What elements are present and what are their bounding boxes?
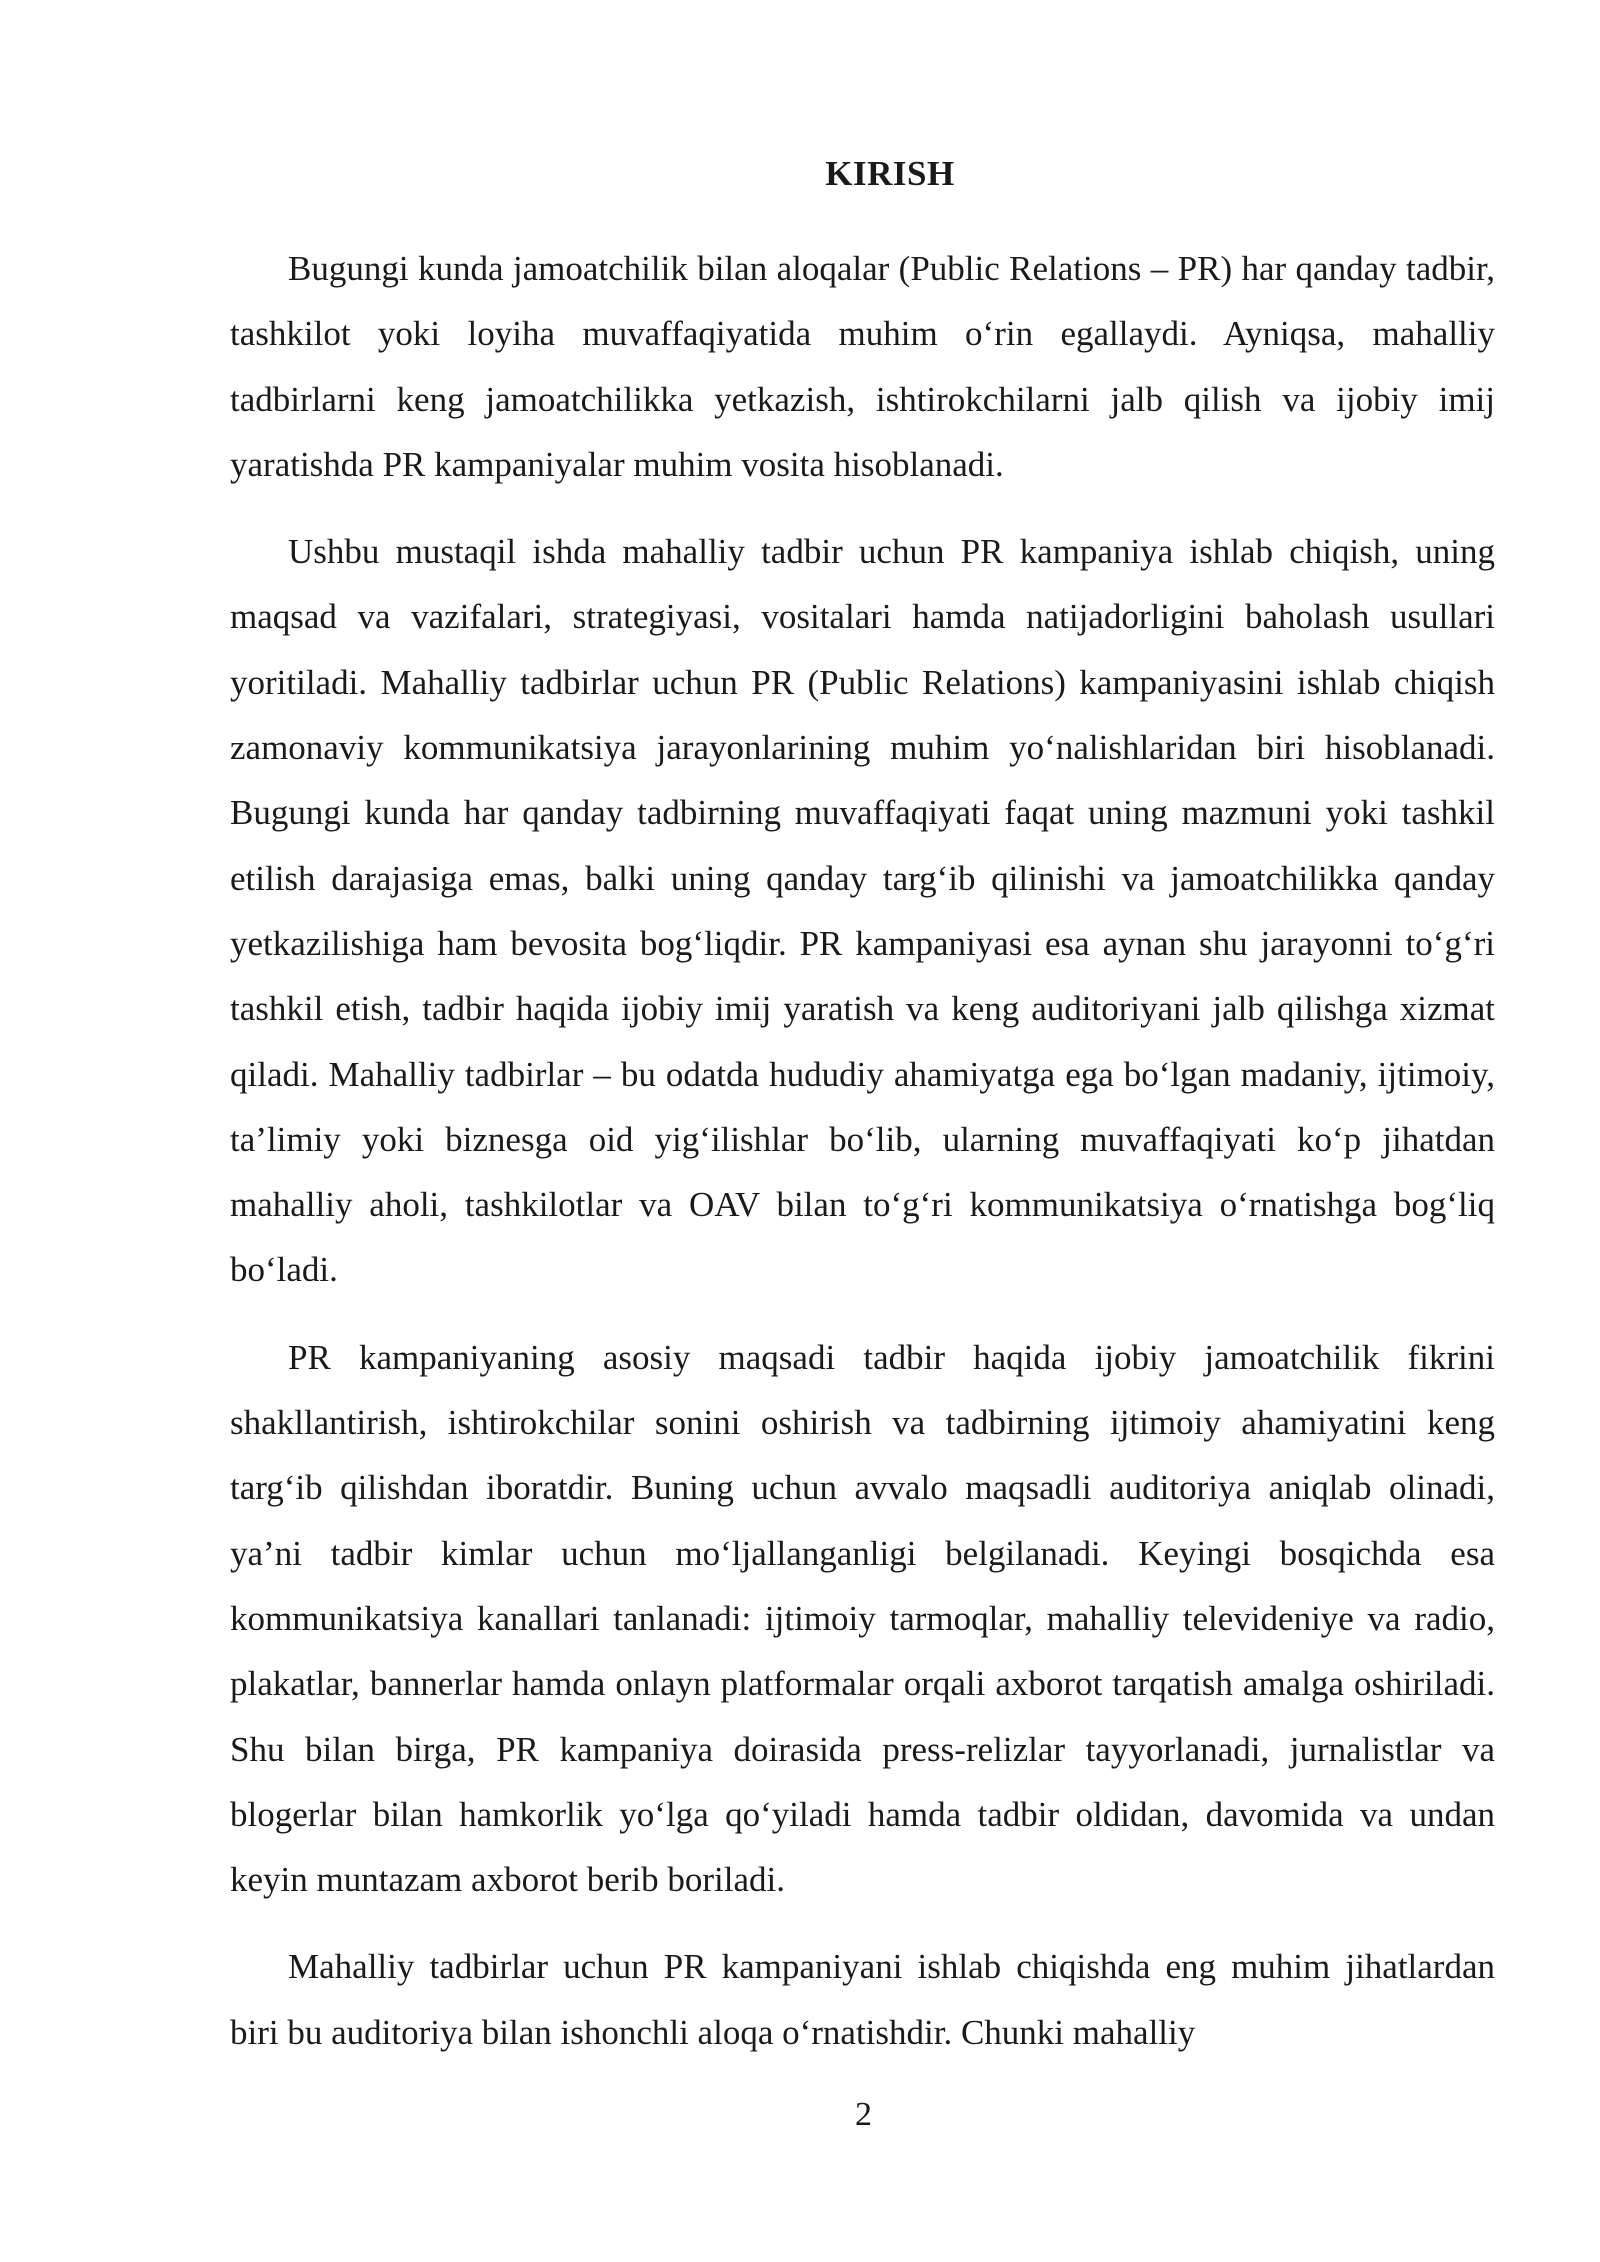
paragraph-1: Bugungi kunda jamoatchilik bilan aloqalar (Public Relations – PR) har qanday tadbir, tashkilot yoki loyiha muvaffaqiyatida muhim o‘rin egallaydi. Ayniqsa, mahalliy tadbirlarni keng jamoatchilikka yetkazish, ishtirokchilarni jalb qilish va ijobiy imij yaratishda PR kampaniyalar muhim vosita hisoblanadi. bbox=[230, 249, 1495, 484]
paragraph-4: Mahalliy tadbirlar uchun PR kampaniyani ishlab chiqishda eng muhim jihatlardan biri bu auditoriya bilan ishonchli aloqa o‘rnatishdir. Chunki mahalliy bbox=[230, 1947, 1495, 2052]
paragraph-3: PR kampaniyaning asosiy maqsadi tadbir haqida ijobiy jamoatchilik fikrini shakllantirish, ishtirokchilar sonini oshirish va tadbirning ijtimoiy ahamiyatini keng targ‘ib qilishdan iboratdir. Buning uchun avvalo maqsadli auditoriya aniqlab olinadi, ya’ni tadbir kimlar uchun mo‘ljallanganligi belgilanadi. Keyingi bosqichda esa kommunikatsiya kanallari tanlanadi: ijtimoiy tarmoqlar, mahalliy televideniye va radio, plakatlar, bannerlar hamda onlayn platformalar orqali axborot tarqatish amalga oshiriladi. Shu bilan birga, PR kampaniya doirasida press-relizlar tayyorlanadi, jurnalistlar va blogerlar bilan hamkorlik yo‘lga qo‘yiladi hamda tadbir oldidan, davomida va undan keyin muntazam axborot berib boriladi. bbox=[230, 1337, 1495, 1900]
page-number: 2 bbox=[855, 2096, 872, 2133]
paragraph-2: Ushbu mustaqil ishda mahalliy tadbir uchun PR kampaniya ishlab chiqish, uning maqsad va vazifalari, strategiyasi, vositalari hamda natijadorligini baholash usullari yoritiladi. Mahalliy tadbirlar uchun PR (Public Relations) kampaniyasini ishlab chiqish zamonaviy kommunikatsiya jarayonlarining muhim yo‘nalishlaridan biri hisoblanadi. Bugungi kunda har qanday tadbirning muvaffaqiyati faqat uning mazmuni yoki tashkil etilish darajasiga emas, balki uning qanday targ‘ib qilinishi va jamoatchilikka qanday yetkazilishiga ham bevosita bog‘liqdir. PR kampaniyasi esa aynan shu jarayonni to‘g‘ri tashkil etish, tadbir haqida ijobiy imij yaratish va keng auditoriyani jalb qilishga xizmat qiladi. Mahalliy tadbirlar – bu odatda hududiy ahamiyatga ega bo‘lgan madaniy, ijtimoiy, ta’limiy yoki biznesga oid yig‘ilishlar bo‘lib, ularning muvaffaqiyati ko‘p jihatdan mahalliy aholi, tashkilotlar va OAV bilan to‘g‘ri kommunikatsiya o‘rnatishga bog‘liq bo‘ladi. bbox=[230, 532, 1495, 1290]
section-heading: KIRISH bbox=[825, 154, 955, 193]
body-text bbox=[230, 236, 1495, 2087]
